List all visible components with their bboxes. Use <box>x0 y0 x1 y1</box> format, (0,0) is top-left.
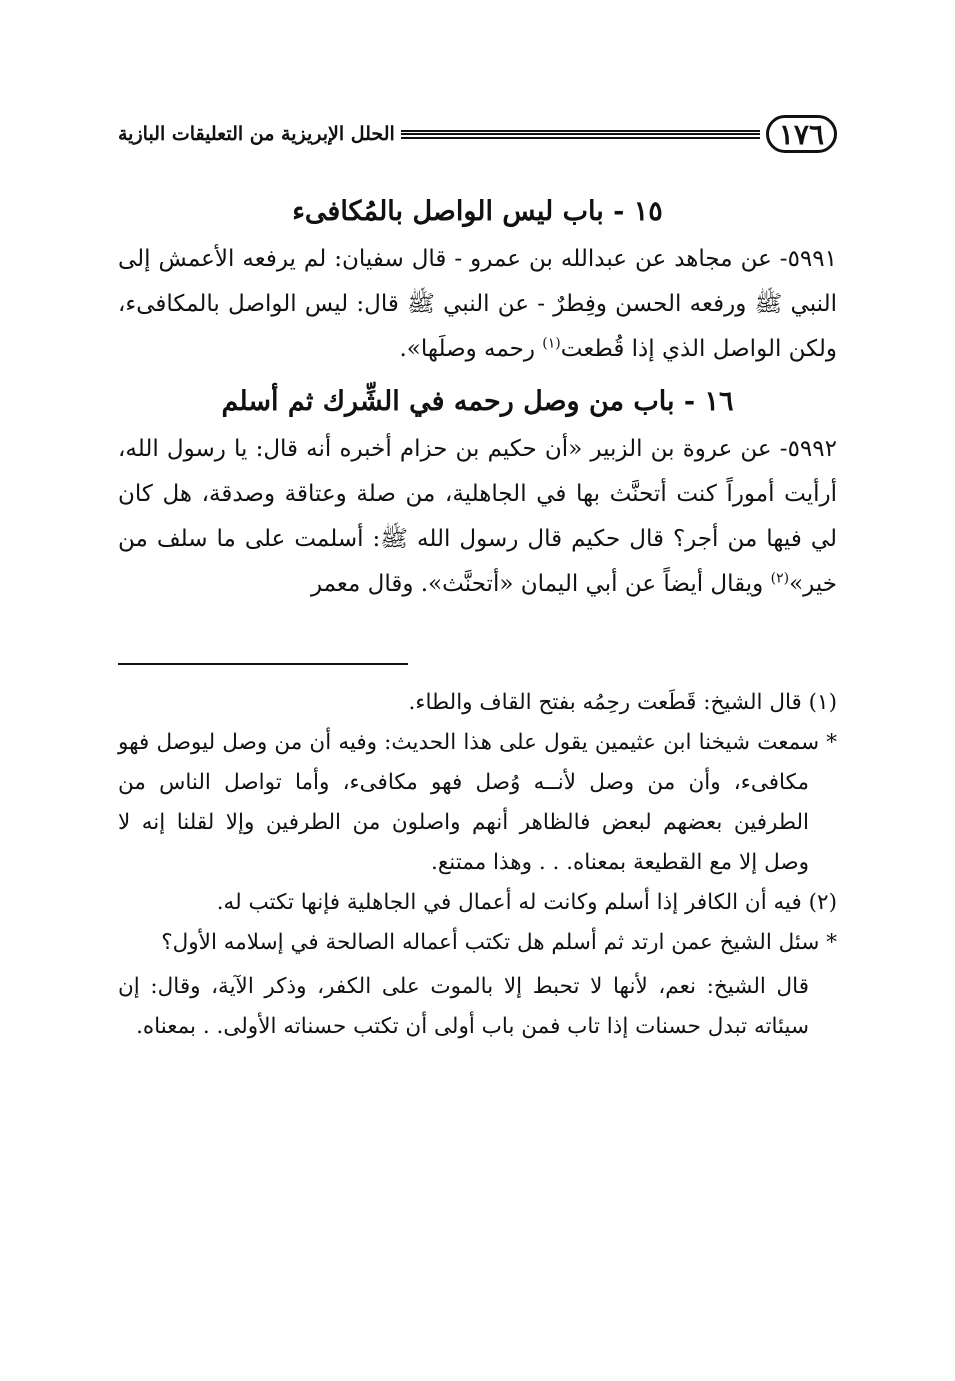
footnote-comment-1: * سمعت شيخنا ابن عثيمين يقول على هذا الحديث: وفيه أن من وصل ليوصل فهو مكافىء، وأن من وصل لأنــه وُصل فهو مكافىء، وأما تواصل الناس من الطرفين بعضهم لبعض فالظاهر أنهم واصلون من الطرفين وإلا لقلنا إنه لا وصل إلا مع القطيعة بمعناه. . . وهذا ممتنع. <box>118 730 837 875</box>
chapter-heading-16: ١٦ - باب من وصل رحمه في الشِّرك ثم أسلم <box>221 386 734 417</box>
footnote-ref-1[interactable]: (١) <box>542 335 561 352</box>
page <box>118 112 837 1291</box>
footnote-separator <box>118 663 408 665</box>
page-header <box>118 112 837 156</box>
hadith-5991-text-end: رحمه وصلَها». <box>399 336 543 362</box>
hadith-5991 <box>118 237 837 372</box>
chapter-heading-15: ١٥ - باب ليس الواصل بالمُكافىء <box>292 196 663 227</box>
page-number: ١٧٦ <box>766 115 837 153</box>
footnote-answer: قال الشيخ: نعم، لأنها لا تحبط إلا بالموت على الكفر، وذكر الآية، وقال: إن سيئاته تبدل حسنات إذا تاب فمن باب أولى أن تكتب حسناته الأولى. . بمعناه. <box>118 974 809 1039</box>
footnote-ref-2[interactable]: (٢) <box>770 570 790 587</box>
footnote-2: (٢) فيه أن الكافر إذا أسلم وكانت له أعمال في الجاهلية فإنها تكتب له. <box>216 890 837 915</box>
footnote-comment-2: * سئل الشيخ عمن ارتد ثم أسلم هل تكتب أعماله الصالحة في إسلامه الأول؟ <box>161 930 837 955</box>
hadith-5992 <box>118 427 837 607</box>
hadith-5991-text: ٥٩٩١- عن مجاهد عن عبدالله بن عمرو - قال سفيان: لم يرفعه الأعمش إلى النبي ﷺ ورفعه الحسن وفِطرٌ - عن النبي ﷺ قال: ليس الواصل بالمكافىء، ولكن الواصل الذي إذا قُطعت <box>118 246 837 362</box>
hadith-5992-text: ٥٩٩٢- عن عروة بن الزبير «أن حكيم بن حزام أخبره أنه قال: يا رسول الله، أرأيت أموراً كنت أتحنَّث بها في الجاهلية، من صلة وعتاقة وصدقة، هل كان لي فيها من أجر؟ قال حكيم قال رسول الله ﷺ: أسلمت على ما سلف من خير» <box>118 436 837 597</box>
running-title: الحلل الإبريزية من التعليقات البازية <box>118 123 395 145</box>
hadith-5992-text-end: ويقال أيضاً عن أبي اليمان «أتحنَّث». وقال معمر <box>310 571 771 597</box>
footnotes <box>118 683 837 1047</box>
footnote-1: (١) قال الشيخ: قَطَعت رحِمُه بفتح القاف والطاء. <box>408 690 837 715</box>
header-rule <box>401 130 760 139</box>
